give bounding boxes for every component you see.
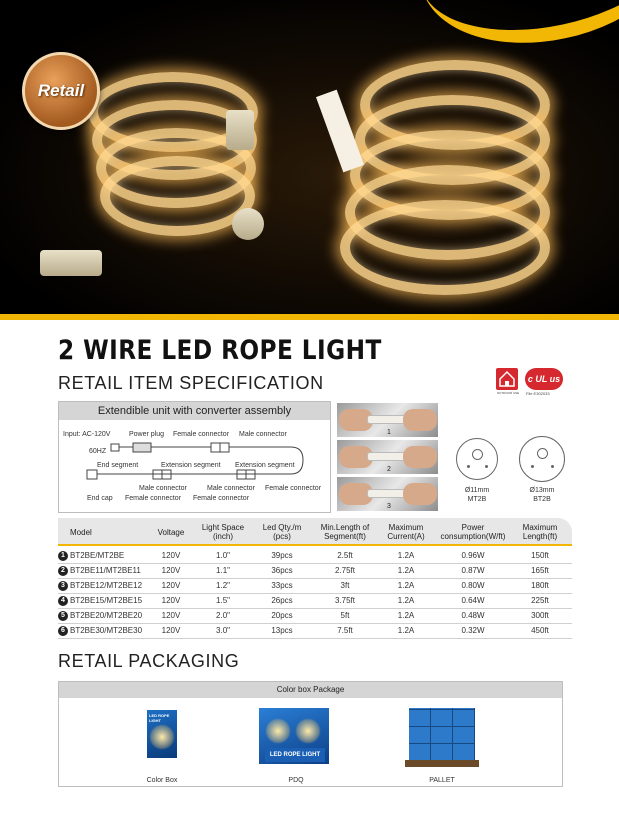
cell-model: BT2BE15/MT2BE15	[70, 596, 143, 605]
step-photo-1	[337, 403, 438, 437]
cell-voltage: 120V	[161, 596, 181, 605]
table-row	[58, 608, 572, 624]
cell-current: 1.2A	[397, 581, 415, 590]
table-row	[58, 563, 572, 579]
profile-mt2b-label: Ø11mm MT2B	[464, 487, 490, 503]
label-extension-segment: Extension segment	[235, 462, 295, 469]
assembly-diagram	[58, 401, 331, 513]
row-number-badge: 4	[58, 596, 68, 606]
cell-qty: 33pcs	[271, 581, 293, 590]
profile-bt2b-label: Ø13mm BT2B	[529, 487, 555, 503]
cell-current: 1.2A	[397, 566, 415, 575]
spec-table-header	[58, 518, 572, 546]
table-row	[58, 623, 572, 639]
cell-model: BT2BE/MT2BE	[70, 551, 125, 560]
cell-qty: 13pcs	[271, 626, 293, 635]
step-number: 2	[387, 466, 391, 473]
packaging-panel	[58, 681, 563, 787]
label-female-connector: Female connector	[173, 431, 230, 438]
outdoor-use-caption: OUTDOOR USE	[496, 391, 520, 395]
pdq-text: LED ROPE LIGHT	[265, 748, 325, 762]
power-plug	[40, 250, 102, 276]
cell-maxlen: 165ft	[531, 566, 549, 575]
label-end-segment: End segment	[97, 462, 139, 469]
label-male-connector: Male connector	[239, 431, 287, 438]
col-min-length: Min.Length of Segment(ft)	[320, 523, 370, 541]
label-power-plug: Power plug	[129, 431, 165, 438]
cell-model: BT2BE12/MT2BE12	[70, 581, 143, 590]
row-number-badge: 6	[58, 626, 68, 636]
row-number-badge: 5	[58, 611, 68, 621]
hero-band	[0, 314, 619, 320]
cell-space: 2.0"	[216, 611, 230, 620]
pdq-caption: PDQ	[288, 777, 304, 784]
cell-space: 1.2"	[216, 581, 230, 590]
hero-image	[0, 0, 619, 318]
step-photo-2	[337, 440, 438, 474]
step-number: 3	[387, 503, 391, 510]
cell-space: 1.5"	[216, 596, 230, 605]
table-row	[58, 548, 572, 564]
end-cap	[232, 208, 264, 240]
row-number-badge: 1	[58, 551, 68, 561]
cell-maxlen: 180ft	[531, 581, 549, 590]
label-female-connector: Female connector	[193, 495, 250, 502]
profile-mt2b	[456, 438, 498, 480]
plug-shape	[111, 444, 119, 451]
cell-minlen: 2.75ft	[334, 566, 355, 575]
diagram-title: Extendible unit with converter assembly	[59, 402, 330, 420]
cell-power: 0.48W	[461, 611, 485, 620]
pallet-image	[409, 708, 475, 768]
label-hz: 60HZ	[89, 448, 107, 455]
step-number: 1	[387, 429, 391, 436]
row-number-badge: 2	[58, 566, 68, 576]
retail-badge-label: Retail	[37, 81, 85, 100]
label-input: Input: AC-120V	[63, 431, 111, 438]
ul-listed-icon	[525, 368, 563, 390]
female-connector-shape	[211, 443, 220, 452]
cell-voltage: 120V	[161, 626, 181, 635]
pdq-image	[259, 708, 329, 764]
col-max-current: Maximum Current(A)	[387, 523, 425, 541]
cell-power: 0.80W	[461, 581, 485, 590]
converter-shape	[133, 443, 151, 452]
profile-bt2b	[519, 436, 565, 482]
cell-space: 1.0"	[216, 551, 230, 560]
col-power: Power consumption(W/ft)	[440, 523, 506, 541]
col-max-length: Maximum Length(ft)	[522, 523, 558, 541]
pallet-caption: PALLET	[429, 777, 455, 784]
cell-model: BT2BE11/MT2BE11	[70, 566, 141, 575]
page-title: 2 WIRE LED ROPE LIGHT	[58, 335, 382, 366]
cell-space: 1.1"	[216, 566, 230, 575]
color-box-text: LED ROPE LIGHT	[149, 713, 170, 723]
cell-minlen: 2.5ft	[337, 551, 353, 560]
packaging-panel-title: Color box Package	[59, 682, 562, 698]
label-female-connector: Female connector	[265, 485, 322, 492]
col-light-space: Light Space (inch)	[201, 523, 245, 541]
col-led-qty: Led Qty./m (pcs)	[262, 523, 302, 541]
cell-power: 0.87W	[461, 566, 485, 575]
label-female-connector: Female connector	[125, 495, 182, 502]
cell-maxlen: 225ft	[531, 596, 549, 605]
cell-model: BT2BE30/MT2BE30	[70, 626, 143, 635]
cell-current: 1.2A	[397, 626, 415, 635]
cell-space: 3.0"	[216, 626, 230, 635]
packaging-title: RETAIL PACKAGING	[58, 651, 240, 671]
rope-path	[97, 447, 303, 474]
end-cap-shape	[87, 470, 97, 479]
cell-qty: 26pcs	[271, 596, 293, 605]
cell-maxlen: 150ft	[531, 551, 549, 560]
color-box-caption: Color Box	[146, 777, 178, 784]
cell-minlen: 3ft	[340, 581, 350, 590]
cell-qty: 36pcs	[271, 566, 293, 575]
male-connector-shape	[220, 443, 229, 452]
cell-power: 0.32W	[461, 626, 485, 635]
label-end-cap: End cap	[87, 495, 113, 502]
cell-current: 1.2A	[397, 551, 415, 560]
cell-minlen: 7.5ft	[337, 626, 353, 635]
cell-voltage: 120V	[161, 566, 181, 575]
cell-current: 1.2A	[397, 611, 415, 620]
cell-minlen: 5ft	[340, 611, 350, 620]
outdoor-use-house-icon	[496, 368, 518, 390]
cell-power: 0.96W	[461, 551, 485, 560]
step-photo-3	[337, 477, 438, 511]
table-row	[58, 593, 572, 609]
cell-maxlen: 450ft	[531, 626, 549, 635]
cell-voltage: 120V	[161, 551, 181, 560]
cell-current: 1.2A	[397, 596, 415, 605]
rope-connector	[226, 110, 254, 150]
col-voltage: Voltage	[157, 527, 185, 537]
page-subtitle: RETAIL ITEM SPECIFICATION	[58, 373, 324, 393]
cell-voltage: 120V	[161, 581, 181, 590]
cell-voltage: 120V	[161, 611, 181, 620]
label-male-connector: Male connector	[139, 485, 187, 492]
cell-maxlen: 300ft	[531, 611, 549, 620]
cell-qty: 20pcs	[271, 611, 293, 620]
cell-qty: 39pcs	[271, 551, 293, 560]
cell-model: BT2BE20/MT2BE20	[70, 611, 143, 620]
label-male-connector: Male connector	[207, 485, 255, 492]
cell-power: 0.64W	[461, 596, 485, 605]
table-row	[58, 578, 572, 594]
retail-badge	[22, 52, 100, 130]
ul-file-caption: File E302033	[526, 391, 550, 396]
col-model: Model	[70, 527, 92, 537]
rope-coil-right	[340, 200, 550, 295]
label-extension-segment: Extension segment	[161, 462, 221, 469]
ul-label: c UL us	[527, 374, 561, 384]
cell-minlen: 3.75ft	[334, 596, 355, 605]
color-box-image	[147, 710, 177, 758]
row-number-badge: 3	[58, 581, 68, 591]
hero-accent-swoosh	[405, 0, 619, 65]
